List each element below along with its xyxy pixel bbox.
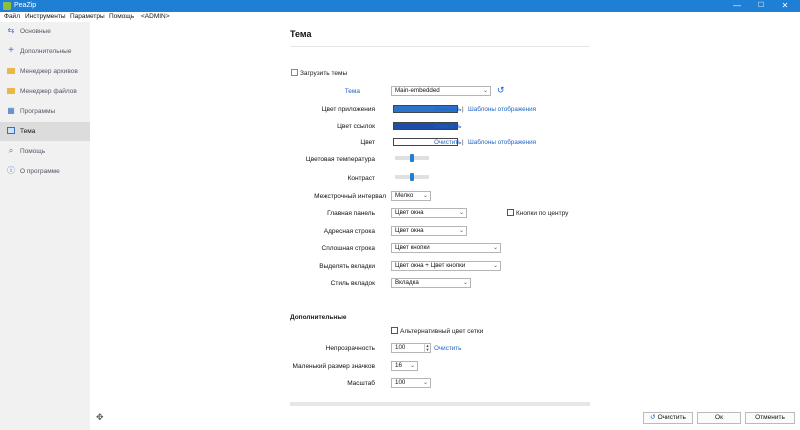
tab-style-label: Стиль вкладок — [330, 280, 375, 287]
stepper-arrows-icon[interactable]: ▲ ▼ — [425, 343, 430, 352]
solid-bar-value: Цвет кнопки — [395, 244, 430, 251]
reset-button[interactable] — [643, 412, 693, 424]
checkbox-box[interactable] — [391, 327, 398, 334]
color-temperature-slider[interactable] — [395, 154, 429, 162]
title-bar — [0, 0, 800, 12]
sidebar-item-label: Основные — [20, 28, 51, 35]
sidebar-item-archive-manager[interactable] — [0, 62, 90, 81]
chevron-down-icon: ⌄ — [492, 245, 498, 251]
contrast-slider[interactable] — [395, 173, 429, 181]
center-buttons-label: Кнопки по центру — [516, 210, 569, 217]
search-icon: ⌕ — [8, 146, 14, 155]
contrast-label: Контраст — [347, 175, 375, 182]
opacity-stepper[interactable] — [391, 343, 431, 353]
page-title: Тема — [290, 29, 312, 39]
peazip-logo-icon — [3, 2, 11, 10]
alt-grid-color-checkbox[interactable] — [391, 327, 483, 336]
opacity-clear-link[interactable]: Очистить — [434, 345, 462, 352]
line-spacing-select[interactable] — [391, 191, 431, 201]
separator: | — [462, 106, 464, 113]
sidebar-item-file-manager[interactable] — [0, 82, 90, 101]
sidebar-item-theme[interactable] — [0, 122, 90, 141]
scale-select[interactable] — [391, 378, 431, 388]
arrows-icon: ⇆ — [7, 26, 15, 35]
main-panel-select[interactable] — [391, 208, 467, 218]
app-color-label: Цвет приложения — [321, 106, 375, 113]
close-button[interactable]: ✕ — [781, 1, 789, 10]
window-title: PeaZip — [14, 2, 37, 9]
refresh-icon[interactable]: ↺ — [497, 85, 505, 95]
address-bar-select[interactable] — [391, 226, 467, 236]
small-icon-size-select[interactable] — [391, 361, 418, 371]
chevron-down-icon: ⌄ — [422, 380, 428, 386]
opacity-value: 100 — [395, 344, 406, 351]
line-spacing-value: Мелко — [395, 192, 414, 199]
chevron-down-icon: ⌄ — [409, 363, 415, 369]
main-panel-value: Цвет окна — [395, 209, 424, 216]
scale-label: Масштаб — [347, 380, 375, 387]
minimize-button[interactable]: — — [733, 1, 741, 10]
sidebar-item-label: Помощь — [20, 148, 46, 155]
theme-select-value: Main-embedded — [395, 87, 440, 94]
slider-thumb[interactable] — [410, 173, 414, 181]
highlight-tabs-select[interactable] — [391, 261, 501, 271]
menu-options[interactable]: Параметры — [70, 13, 105, 20]
chevron-down-icon: ⌄ — [462, 280, 468, 286]
checkbox-box[interactable] — [507, 209, 514, 216]
small-icon-size-value: 16 — [395, 362, 402, 369]
tab-style-select[interactable] — [391, 278, 471, 288]
sidebar-item-label: Программы — [20, 108, 56, 115]
cancel-button[interactable]: Отменить — [745, 412, 795, 424]
maximize-button[interactable]: ☐ — [757, 2, 765, 9]
folder-icon — [7, 87, 15, 95]
app-color-clear-link[interactable]: Очистить — [434, 106, 462, 113]
menu-tools[interactable]: Инструменты — [25, 13, 66, 20]
chevron-down-icon: ⌄ — [422, 193, 428, 199]
sidebar — [0, 22, 90, 430]
sidebar-item-advanced[interactable] — [0, 42, 90, 61]
horizontal-scrollbar[interactable] — [290, 402, 590, 406]
scale-value: 100 — [395, 379, 406, 386]
sidebar-item-general[interactable] — [0, 22, 90, 41]
alt-grid-color-label: Альтернативный цвет сетки — [400, 328, 484, 335]
solid-bar-label: Сплошная строка — [321, 245, 375, 252]
color-label: Цвет — [360, 139, 375, 146]
additional-section-heading: Дополнительные — [290, 314, 347, 321]
sidebar-item-label: Менеджер файлов — [20, 88, 77, 95]
reset-button-label: Очистить — [657, 414, 686, 421]
sidebar-item-label: О программе — [20, 168, 60, 175]
load-themes-label: Загрузить темы — [300, 70, 348, 77]
link-color-clear-link[interactable]: Очистить — [434, 123, 462, 130]
chevron-down-icon: ⌄ — [458, 228, 464, 234]
chart-icon — [291, 69, 298, 76]
sidebar-item-about[interactable] — [0, 162, 90, 181]
color-clear-link[interactable]: Очистить — [434, 139, 462, 146]
opacity-label: Непрозрачность — [325, 345, 375, 352]
menu-bar — [0, 12, 800, 22]
link-color-label: Цвет ссылок — [337, 123, 375, 130]
folder-icon — [7, 67, 15, 75]
image-icon — [7, 127, 15, 135]
address-bar-label: Адресная строка — [323, 228, 375, 235]
divider — [290, 46, 590, 47]
highlight-tabs-value: Цвет окна + Цвет кнопки — [395, 262, 466, 269]
ok-button[interactable]: Ок — [697, 412, 741, 424]
small-icon-size-label: Маленький размер значков — [292, 363, 375, 370]
sidebar-item-help[interactable] — [0, 142, 90, 161]
separator: | — [462, 139, 464, 146]
grid-icon: ▦ — [7, 106, 15, 115]
app-color-templates-link[interactable]: Шаблоны отображения — [468, 106, 537, 113]
plus-icon: + — [8, 45, 14, 56]
menu-admin[interactable]: <ADMIN> — [141, 13, 170, 20]
chevron-down-icon: ⌄ — [458, 210, 464, 216]
theme-label[interactable]: Тема — [344, 88, 360, 95]
chevron-down-icon: ⌄ — [482, 88, 488, 94]
main-panel-label: Главная панель — [327, 210, 375, 217]
line-spacing-label: Межстрочный интервал — [314, 193, 386, 200]
color-temperature-label: Цветовая температура — [305, 156, 375, 163]
theme-select[interactable] — [391, 86, 491, 96]
address-bar-value: Цвет окна — [395, 227, 424, 234]
sidebar-item-label: Тема — [20, 128, 36, 135]
highlight-tabs-label: Выделять вкладки — [319, 263, 375, 270]
sidebar-item-label: Менеджер архивов — [20, 68, 78, 75]
menu-help[interactable]: Помощь — [109, 13, 135, 20]
info-icon: ⓘ — [7, 166, 15, 175]
tab-style-value: Вкладка — [395, 279, 419, 286]
solid-bar-select[interactable] — [391, 243, 501, 253]
sidebar-item-programs[interactable] — [0, 102, 90, 121]
move-icon[interactable]: ✥ — [96, 412, 104, 422]
reset-icon: ↺ — [650, 414, 656, 421]
sidebar-item-label: Дополнительные — [20, 48, 72, 55]
menu-file[interactable]: Файл — [4, 13, 20, 20]
slider-thumb[interactable] — [410, 154, 414, 162]
chevron-down-icon: ⌄ — [492, 263, 498, 269]
color-templates-link[interactable]: Шаблоны отображения — [468, 139, 537, 146]
load-themes-link[interactable] — [291, 69, 347, 78]
center-buttons-checkbox[interactable] — [507, 209, 568, 218]
